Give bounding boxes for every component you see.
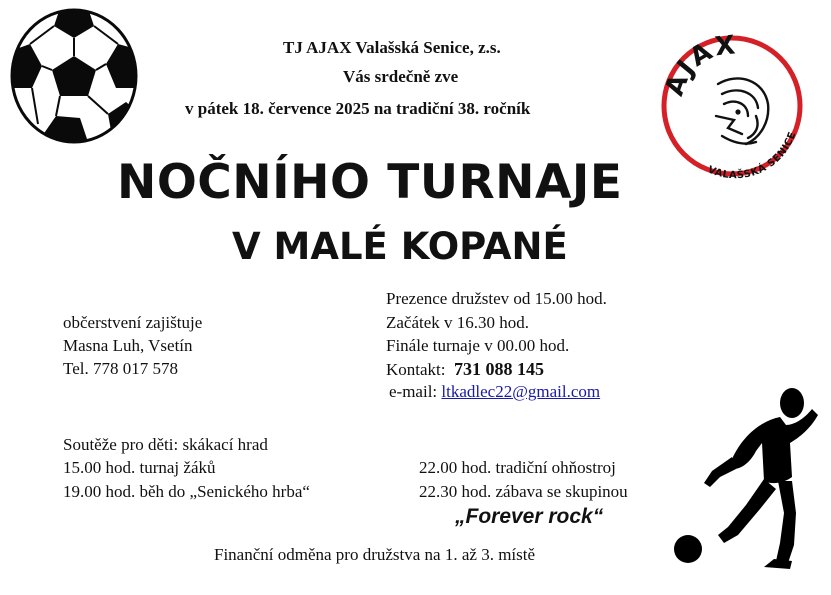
start-time: Začátek v 16.30 hod. <box>386 313 530 332</box>
final-time: Finále turnaje v 00.00 hod. <box>386 336 570 355</box>
refreshments-provider: Masna Luh, Vsetín <box>63 336 193 355</box>
soccer-ball-icon <box>8 4 140 144</box>
refreshments-label: občerstvení zajištuje <box>63 313 203 332</box>
prize-info: Finanční odměna pro družstva na 1. až 3. místě <box>214 545 536 564</box>
invitation-text: Vás srdečně zve <box>343 67 459 86</box>
contact-phone: 731 088 145 <box>454 359 544 379</box>
email-link[interactable]: ltkadlec22@gmail.com <box>441 382 601 401</box>
email-line <box>389 382 600 402</box>
ajax-club-logo <box>652 24 812 184</box>
email-label: e-mail: <box>389 382 438 401</box>
band-name: „Forever rock“ <box>455 505 604 528</box>
registration-time: Prezence družstev od 15.00 hod. <box>386 289 607 308</box>
kids-activities: Soutěže pro děti: skákací hrad <box>63 435 268 454</box>
refreshments-phone: Tel. 778 017 578 <box>63 359 178 378</box>
date-line: v pátek 18. července 2025 na tradiční 38. ročník <box>185 99 531 118</box>
svg-text:AJAX: AJAX <box>659 30 739 100</box>
main-subtitle: V MALÉ KOPANÉ <box>232 225 568 268</box>
fireworks: 22.00 hod. tradiční ohňostroj <box>419 458 616 477</box>
party-band: 22.30 hod. zábava se skupinou <box>419 482 628 501</box>
contact-line <box>386 359 544 380</box>
contact-label: Kontakt: <box>386 360 446 379</box>
hill-run: 19.00 hod. běh do „Senického hrba“ <box>63 482 310 501</box>
football-player-silhouette <box>668 385 828 575</box>
org-name: TJ AJAX Valašská Senice, z.s. <box>283 38 501 57</box>
main-title: NOČNÍHO TURNAJE <box>117 155 623 210</box>
pupils-tournament: 15.00 hod. turnaj žáků <box>63 458 216 477</box>
svg-text:VALAŠSKÁ SENICE: VALAŠSKÁ SENICE <box>706 130 799 182</box>
